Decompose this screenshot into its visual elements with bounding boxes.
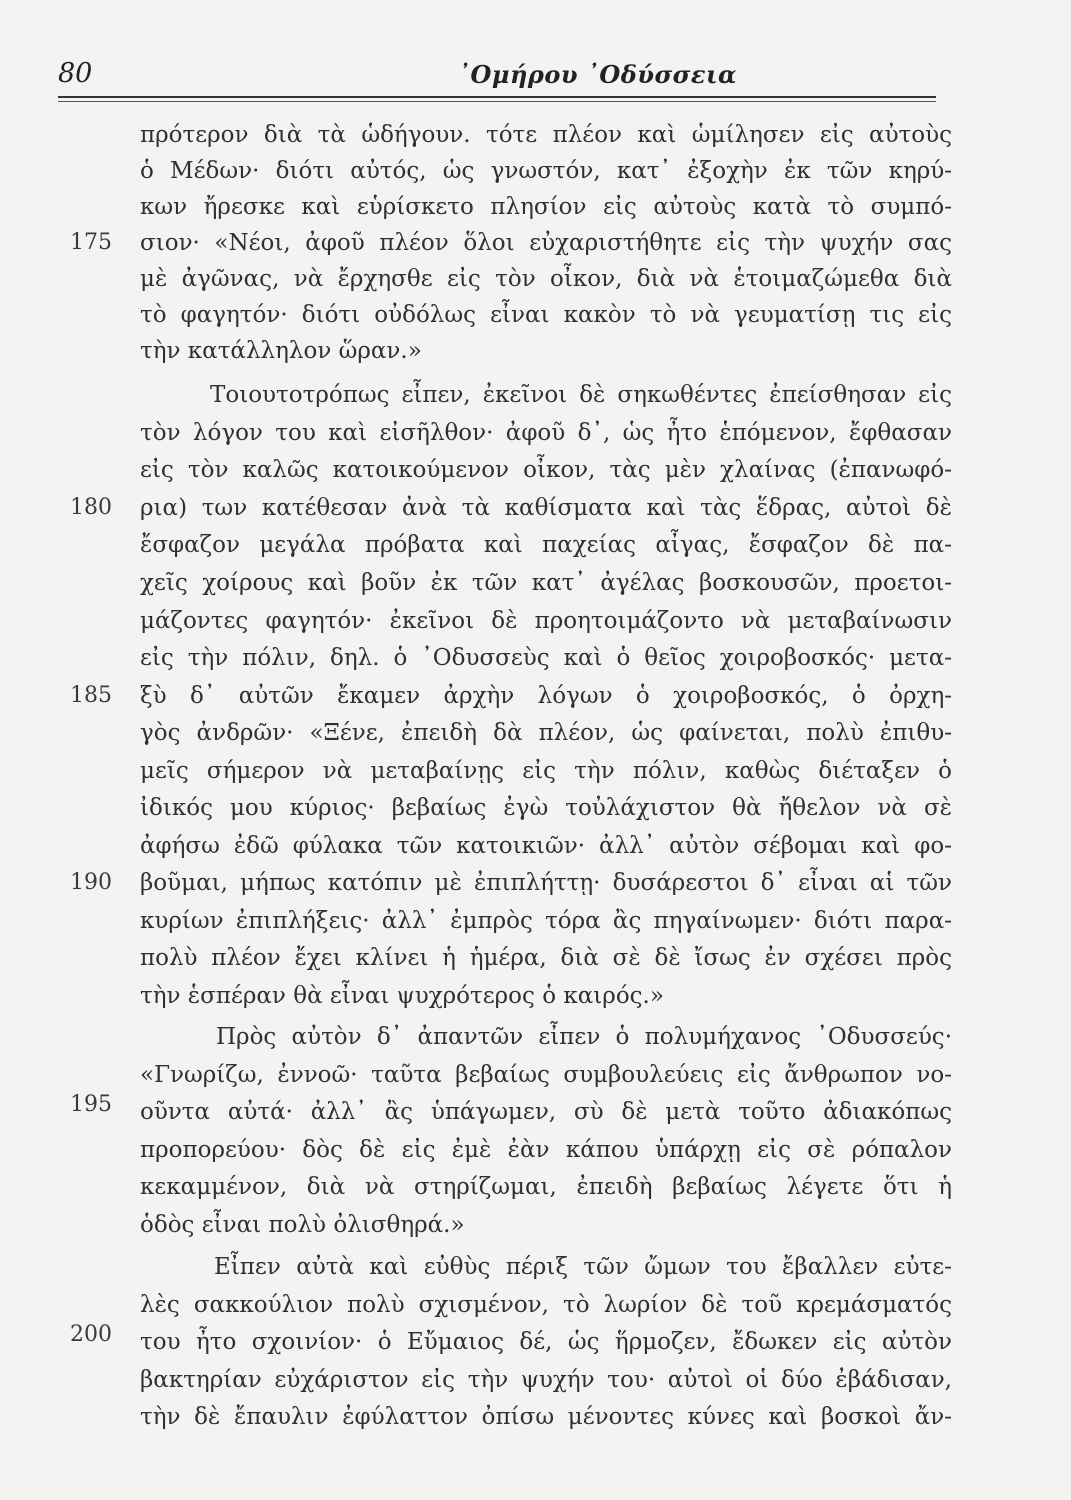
text-line: μάζοντες φαγητόν· ἐκεῖνοι δὲ προητοιμάζοντο νὰ μεταβαίνωσιν — [140, 608, 952, 634]
running-title: ᾽Ομήρου ᾽Οδύσσεια — [458, 60, 738, 89]
text-line: μὲ ἀγῶνας, νὰ ἔρχησθε εἰς τὸν οἶκον, διὰ νὰ ἑτοιμαζώμεθα διὰ — [140, 266, 952, 292]
line-number: 200 — [70, 1322, 112, 1347]
line-number: 190 — [70, 870, 112, 895]
text-line: τὸ φαγητόν· διότι οὐδόλως εἶναι κακὸν τὸ νὰ γευματίσῃ τις εἰς — [140, 302, 952, 328]
line-number: 195 — [70, 1092, 112, 1117]
text-line: ξὺ δ᾽ αὐτῶν ἔκαμεν ἀρχὴν λόγων ὁ χοιροβοσκός, ὁ ὀρχη- — [140, 683, 952, 709]
text-line: λὲς σακκούλιον πολὺ σχισμένον, τὸ λωρίον δὲ τοῦ κρεμάσματός — [140, 1292, 952, 1318]
text-line: σιον· «Νέοι, ἀφοῦ πλέον ὅλοι εὐχαριστήθητε εἰς τὴν ψυχήν σας — [140, 230, 952, 256]
header-rule-thin — [58, 101, 936, 102]
text-line: Πρὸς αὐτὸν δ᾽ ἀπαντῶν εἶπεν ὁ πολυμήχανος ᾽Οδυσσεύς· — [216, 1024, 952, 1050]
text-line: Τοιουτοτρόπως εἶπεν, ἐκεῖνοι δὲ σηκωθέντες ἐπείσθησαν εἰς — [210, 382, 952, 408]
text-line: εἰς τὴν πόλιν, δηλ. ὁ ᾽Οδυσσεὺς καὶ ὁ θεῖος χοιροβοσκός· μετα- — [140, 645, 952, 671]
text-line: πρότερον διὰ τὰ ὡδήγουν. τότε πλέον καὶ ὡμίλησεν εἰς αὐτοὺς — [140, 122, 952, 148]
text-line: μεῖς σήμερον νὰ μεταβαίνῃς εἰς τὴν πόλιν, καθὼς διέταξεν ὁ — [140, 758, 952, 784]
text-line: ἰδικός μου κύριος· βεβαίως ἐγὼ τοὐλάχιστον θὰ ἤθελον νὰ σὲ — [140, 795, 952, 821]
page-header — [58, 58, 930, 90]
line-number: 185 — [70, 683, 112, 708]
text-line: τὴν δὲ ἔπαυλιν ἐφύλαττον ὀπίσω μένοντες κύνες καὶ βοσκοὶ ἄν- — [140, 1404, 952, 1430]
text-line: τὸν λόγον του καὶ εἰσῆλθον· ἀφοῦ δ᾽, ὡς ἦτο ἑπόμενον, ἔφθασαν — [140, 420, 952, 446]
text-line: ἔσφαζον μεγάλα πρόβατα καὶ παχείας αἶγας, ἔσφαζον δὲ πα- — [140, 532, 952, 558]
text-line: χεῖς χοίρους καὶ βοῦν ἐκ τῶν κατ᾽ ἀγέλας βοσκουσῶν, προετοι- — [140, 570, 952, 596]
line-number: 180 — [70, 495, 112, 520]
text-line: τὴν ἑσπέραν θὰ εἶναι ψυχρότερος ὁ καιρός.» — [140, 983, 664, 1009]
text-line: κυρίων ἐπιπλήξεις· ἀλλ᾽ ἐμπρὸς τόρα ἂς πηγαίνωμεν· διότι παρα- — [140, 908, 952, 934]
text-line: προπορεύου· δὸς δὲ εἰς ἐμὲ ἐὰν κάπου ὑπάρχῃ εἰς σὲ ρόπαλον — [140, 1137, 952, 1163]
page-number: 80 — [58, 58, 93, 89]
text-line: κων ἤρεσκε καὶ εὑρίσκετο πλησίον εἰς αὐτοὺς κατὰ τὸ συμπό- — [140, 194, 952, 220]
text-line: πολὺ πλέον ἔχει κλίνει ἡ ἡμέρα, διὰ σὲ δὲ ἴσως ἐν σχέσει πρὸς — [140, 945, 952, 971]
text-line: εἰς τὸν καλῶς κατοικούμενον οἶκον, τὰς μὲν χλαίνας (ἐπανωφό- — [140, 457, 952, 483]
text-line: βακτηρίαν εὐχάριστον εἰς τὴν ψυχήν του· αὐτοὶ οἱ δύο ἐβάδισαν, — [140, 1367, 952, 1393]
line-number: 175 — [70, 230, 112, 255]
text-line: βοῦμαι, μήπως κατόπιν μὲ ἐπιπλήττῃ· δυσάρεστοι δ᾽ εἶναι αἱ τῶν — [140, 870, 952, 896]
text-line: τὴν κατάλληλον ὥραν.» — [140, 338, 422, 364]
text-line: «Γνωρίζω, ἐννοῶ· ταῦτα βεβαίως συμβουλεύεις εἰς ἄνθρωπον νο- — [140, 1062, 952, 1088]
text-line: Εἶπεν αὐτὰ καὶ εὐθὺς πέριξ τῶν ὤμων του ἔβαλλεν εὐτε- — [214, 1254, 952, 1280]
header-rule — [58, 96, 936, 98]
text-line: ἀφήσω ἐδῶ φύλακα τῶν κατοικιῶν· ἀλλ᾽ αὐτὸν σέβομαι καὶ φο- — [140, 833, 952, 859]
text-line: ὁ Μέδων· διότι αὐτός, ὡς γνωστόν, κατ᾽ ἐξοχὴν ἐκ τῶν κηρύ- — [140, 158, 952, 184]
text-line: του ἦτο σχοινίον· ὁ Εὔμαιος δέ, ὡς ἥρμοζεν, ἔδωκεν εἰς αὐτὸν — [140, 1329, 952, 1355]
text-line: ρια) των κατέθεσαν ἀνὰ τὰ καθίσματα καὶ τὰς ἕδρας, αὐτοὶ δὲ — [140, 495, 952, 521]
text-line: γὸς ἀνδρῶν· «Ξένε, ἐπειδὴ δὰ πλέον, ὡς φαίνεται, πολὺ ἐπιθυ- — [140, 720, 952, 746]
text-line: κεκαμμένον, διὰ νὰ στηρίζωμαι, ἐπειδὴ βεβαίως λέγετε ὅτι ἡ — [140, 1174, 952, 1200]
text-line: ὁδὸς εἶναι πολὺ ὀλισθηρά.» — [140, 1212, 465, 1238]
text-line: οῦντα αὐτά· ἀλλ᾽ ἂς ὑπάγωμεν, σὺ δὲ μετὰ τοῦτο ἀδιακόπως — [140, 1099, 952, 1125]
